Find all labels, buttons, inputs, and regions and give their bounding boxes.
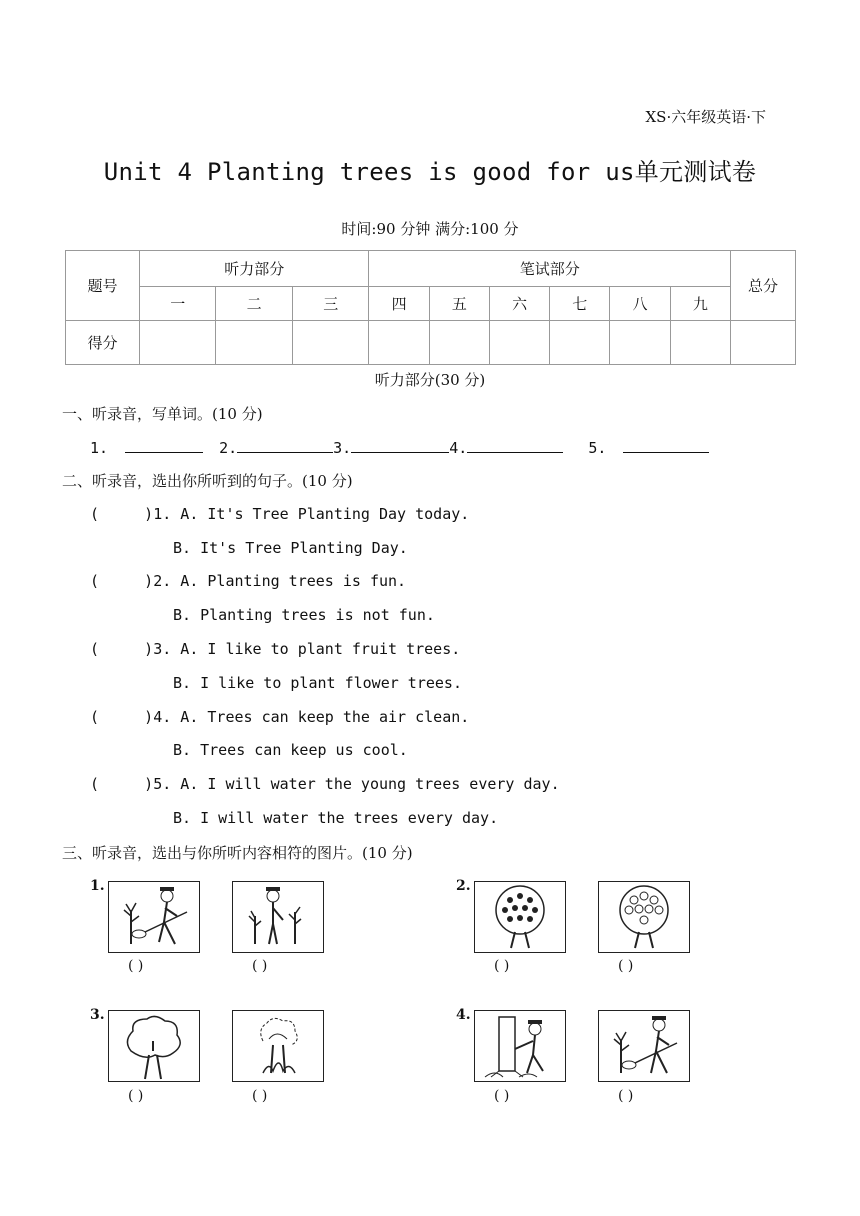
tree-with-fruit-picture[interactable] xyxy=(598,881,690,953)
question-5-b: B. I will water the trees every day. xyxy=(173,809,499,827)
col-number: 三 xyxy=(292,287,369,321)
question-2-b: B. Planting trees is not fun. xyxy=(173,606,435,624)
score-cell[interactable] xyxy=(369,321,429,365)
man-cutting-tree-picture[interactable] xyxy=(474,1010,566,1082)
answer-blank[interactable] xyxy=(467,438,563,453)
score-cell[interactable] xyxy=(670,321,730,365)
man-standing-by-saplings-picture[interactable] xyxy=(232,881,324,953)
score-cell[interactable] xyxy=(140,321,216,365)
answer-paren[interactable]: ( ) xyxy=(494,958,510,974)
answer-paren[interactable]: ( ) xyxy=(128,958,144,974)
col-number: 五 xyxy=(429,287,489,321)
row-label-number: 题号 xyxy=(66,251,140,321)
blank-label: 3. xyxy=(333,439,352,457)
answer-paren[interactable]: ( ) xyxy=(618,1088,634,1104)
question-4-a: ( )4. A. Trees can keep the air clean. xyxy=(90,708,470,726)
burning-tree-picture[interactable] xyxy=(232,1010,324,1082)
question-3-b: B. I like to plant flower trees. xyxy=(173,674,462,692)
man-standing-by-saplings-icon xyxy=(233,882,323,952)
tree-with-flowers-picture[interactable] xyxy=(474,881,566,953)
leafy-tree-picture[interactable] xyxy=(108,1010,200,1082)
col-number: 八 xyxy=(610,287,670,321)
section2-heading: 二、听录音，选出你所听到的句子。(10 分) xyxy=(62,472,353,490)
question-1-a: ( )1. A. It's Tree Planting Day today. xyxy=(90,505,470,523)
answer-paren[interactable]: ( ) xyxy=(494,1088,510,1104)
blanks-row xyxy=(90,438,709,457)
blank-label: 4. xyxy=(449,439,468,457)
question-1-b: B. It's Tree Planting Day. xyxy=(173,539,408,557)
answer-paren[interactable]: ( ) xyxy=(252,958,268,974)
written-header: 笔试部分 xyxy=(369,251,731,287)
score-table xyxy=(65,250,796,365)
question-3-a: ( )3. A. I like to plant fruit trees. xyxy=(90,640,461,658)
col-number: 九 xyxy=(670,287,730,321)
col-number: 六 xyxy=(489,287,549,321)
blank-label: 2. xyxy=(219,439,238,457)
man-planting-tree-icon xyxy=(109,882,199,952)
burning-tree-icon xyxy=(233,1011,323,1081)
col-number: 七 xyxy=(550,287,610,321)
man-cutting-tree-icon xyxy=(475,1011,565,1081)
tree-with-flowers-icon xyxy=(475,882,565,952)
group-number: 1. xyxy=(90,878,105,894)
question-2-a: ( )2. A. Planting trees is fun. xyxy=(90,572,407,590)
score-cell[interactable] xyxy=(292,321,369,365)
score-cell[interactable] xyxy=(216,321,292,365)
group-number: 2. xyxy=(456,878,471,894)
score-cell[interactable] xyxy=(731,321,796,365)
score-cell[interactable] xyxy=(429,321,489,365)
score-cell[interactable] xyxy=(550,321,610,365)
listening-heading: 听力部分(30 分) xyxy=(374,371,486,389)
tree-with-fruit-icon xyxy=(599,882,689,952)
blank-label: 1. xyxy=(90,439,109,457)
col-number: 一 xyxy=(140,287,216,321)
section1-heading: 一、听录音，写单词。(10 分) xyxy=(62,405,263,423)
answer-paren[interactable]: ( ) xyxy=(252,1088,268,1104)
answer-blank[interactable] xyxy=(237,438,333,453)
time-info: 时间:90 分钟 满分:100 分 xyxy=(341,220,519,238)
leafy-tree-icon xyxy=(109,1011,199,1081)
man-planting-sapling-picture[interactable] xyxy=(598,1010,690,1082)
man-planting-sapling-icon xyxy=(599,1011,689,1081)
col-number: 二 xyxy=(216,287,292,321)
answer-paren[interactable]: ( ) xyxy=(618,958,634,974)
man-planting-tree-picture[interactable] xyxy=(108,881,200,953)
page-title: Unit 4 Planting trees is good for us单元测试卷 xyxy=(103,158,757,186)
answer-blank[interactable] xyxy=(623,438,709,453)
section3-heading: 三、听录音，选出与你所听内容相符的图片。(10 分) xyxy=(62,844,413,862)
score-cell[interactable] xyxy=(489,321,549,365)
group-number: 3. xyxy=(90,1007,105,1023)
answer-blank[interactable] xyxy=(125,438,203,453)
question-5-a: ( )5. A. I will water the young trees every day. xyxy=(90,775,560,793)
score-cell[interactable] xyxy=(610,321,670,365)
answer-paren[interactable]: ( ) xyxy=(128,1088,144,1104)
col-number: 四 xyxy=(369,287,429,321)
answer-blank[interactable] xyxy=(351,438,449,453)
series-label: XS·六年级英语·下 xyxy=(645,108,766,126)
listening-header: 听力部分 xyxy=(140,251,369,287)
score-row-label: 得分 xyxy=(66,321,140,365)
group-number: 4. xyxy=(456,1007,471,1023)
total-header: 总分 xyxy=(731,251,796,321)
question-4-b: B. Trees can keep us cool. xyxy=(173,741,408,759)
blank-label: 5. xyxy=(588,439,607,457)
